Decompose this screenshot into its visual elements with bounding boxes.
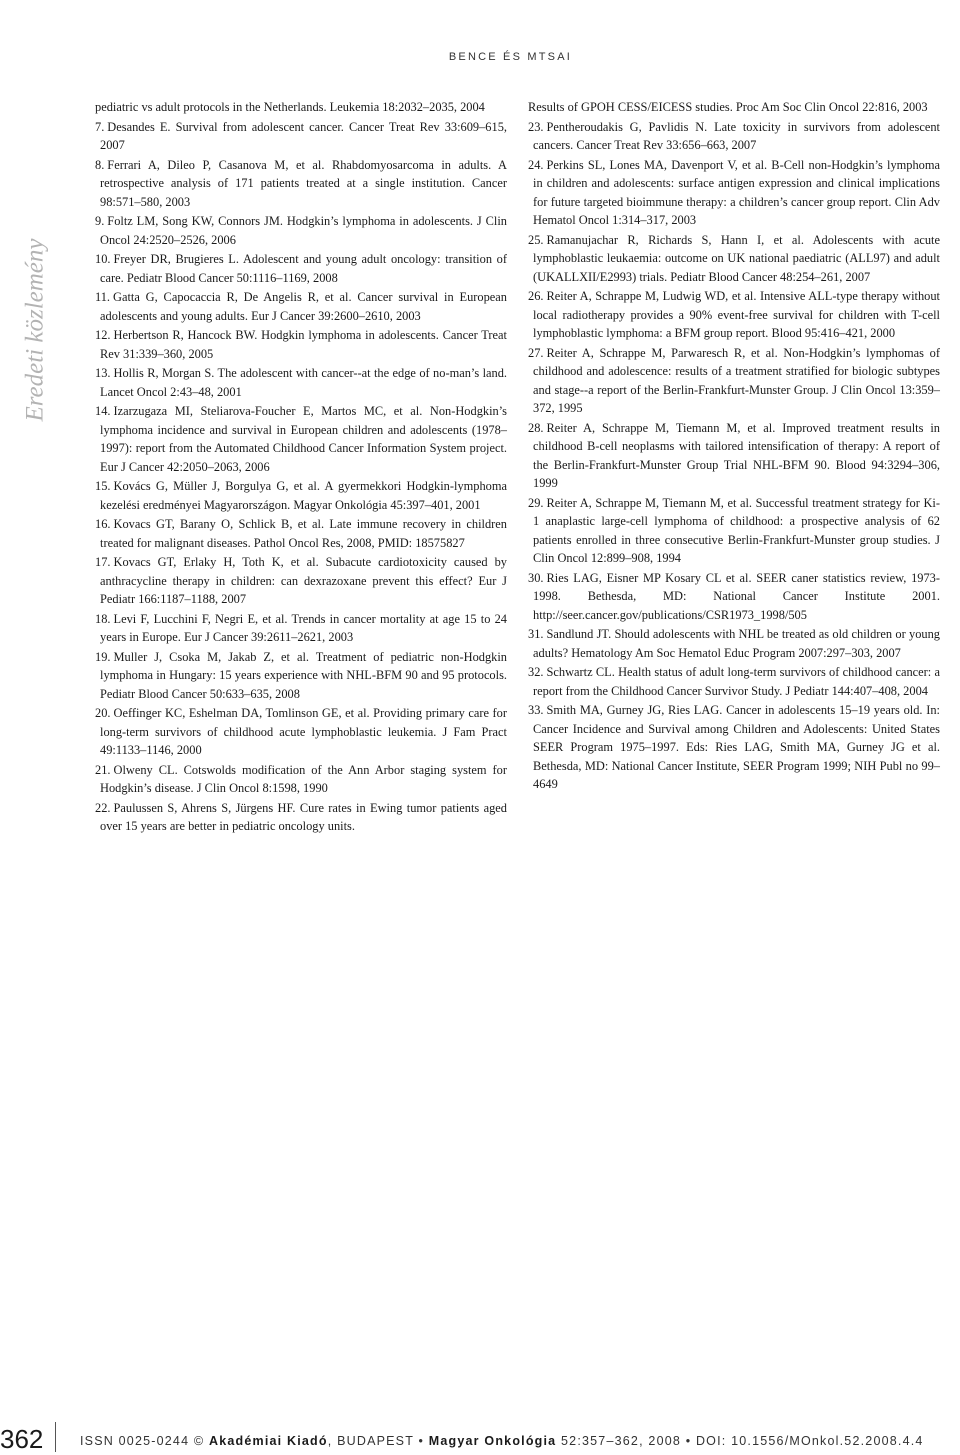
reference-text: Kovacs GT, Barany O, Schlick B, et al. Late immune recovery in children treated for malignant diseases. Pathol Oncol Res, 2008, PMID: 18575827 (100, 517, 507, 550)
reference-entry (95, 250, 507, 287)
reference-number: 14. (95, 404, 111, 418)
reference-text: Reiter A, Schrappe M, Tiemann M, et al. Successful treatment strategy for Ki-1 anaplastic large-cell lymphoma of childhood: a prospective analysis of 62 patients enrolled in three consecutive Berlin-Frankfurt-Munster group studies. J Clin Oncol 12:899–908, 1994 (533, 495, 940, 565)
reference-entry (528, 156, 940, 230)
running-header-author: BENCE ÉS MTSAI (448, 51, 572, 63)
reference-number: 7. (95, 119, 105, 134)
reference-entry (528, 625, 940, 662)
reference-number: 16. (95, 517, 111, 531)
reference-text: Ries LAG, Eisner MP Kosary CL et al. SEER caner statistics review, 1973-1998. Bethesda, MD: National Cancer Institute 2001. http://seer.cancer.gov/publications/CSR1973_1998/505 (533, 570, 940, 622)
reference-number: 13. (95, 366, 111, 380)
journal-name: Magyar Onkológia (428, 1434, 557, 1448)
reference-number: 23. (528, 119, 544, 134)
reference-entry (95, 364, 507, 401)
reference-number: 32. (528, 665, 544, 679)
reference-entry (95, 477, 507, 514)
reference-number: 8. (95, 157, 105, 172)
reference-number: 26. (528, 289, 544, 303)
reference-text: Olweny CL. Cotswolds modification of the Ann Arbor staging system for Hodgkin’s disease. J Clin Oncol 8:1598, 1990 (100, 762, 507, 795)
reference-entry (95, 553, 507, 609)
reference-entry (95, 288, 507, 325)
reference-text: Oeffinger KC, Eshelman DA, Tomlinson GE, et al. Providing primary care for long-term survivors of childhood acute lymphoblastic leukemia. J Fam Pract 49:1133–1146, 2000 (100, 706, 507, 757)
section-label-text: Eredeti közlemény (22, 238, 49, 422)
reference-text: Levi F, Lucchini F, Negri E, et al. Trends in cancer mortality at age 15 to 24 years in Europe. Eur J Cancer 39:2611–2621, 2003 (100, 611, 507, 644)
reference-text: Paulussen S, Ahrens S, Jürgens HF. Cure rates in Ewing tumor patients aged over 15 years are better in pediatric oncology units. (100, 800, 507, 833)
reference-entry (528, 344, 940, 418)
reference-number: 20. (95, 706, 111, 720)
reference-text: Sandlund JT. Should adolescents with NHL be treated as old children or young adults? Hematology Am Soc Hematol Educ Program 2007:297–303, 2007 (533, 627, 940, 660)
publisher-city: , BUDAPEST • (327, 1434, 425, 1448)
reference-number: 9. (95, 214, 105, 228)
reference-entry (528, 569, 940, 625)
reference-text: Reiter A, Schrappe M, Parwaresch R, et al. Non-Hodgkin’s lymphomas of childhood and adolescence: results of a treatment stratified for biologic subtypes and stage--a report of the Berlin-Frankfurt-Munster Group. J Clin Oncol 13:359–372, 1995 (533, 345, 940, 415)
publisher-name: Akadémiai Kiadó (209, 1434, 328, 1448)
reference-entry (95, 648, 507, 704)
citation-details: 52:357–362, 2008 • DOI: 10.1556/MOnkol.52.2008.4.4 (561, 1434, 924, 1448)
reference-text: Ferrari A, Dileo P, Casanova M, et al. Rhabdomyosarcoma in adults. A retrospective analysis of 171 patients treated at a single institution. Cancer 98:571–580, 2003 (100, 157, 507, 209)
reference-text: Muller J, Csoka M, Jakab Z, et al. Treatment of pediatric non-Hodgkin lymphoma in Hungary: 15 years experience with NHL-BFM 90 and 95 protocols. Pediatr Blood Cancer 50:633–635, 2008 (100, 649, 507, 701)
reference-number: 27. (528, 345, 544, 360)
reference-entry (528, 231, 940, 287)
reference-number: 30. (528, 570, 544, 585)
reference-text: Izarzugaza MI, Steliarova-Foucher E, Martos MC, et al. Non-Hodgkin’s lymphoma incidence and survival in European children and adolescents (1978–1997): report from the Automated Childhood Cancer Information System project. Eur J Cancer 42:2050–2063, 2006 (100, 404, 507, 474)
reference-number: 10. (95, 252, 111, 266)
reference-entry (528, 98, 940, 117)
reference-number: 12. (95, 328, 111, 342)
reference-number: 15. (95, 479, 111, 493)
reference-number: 29. (528, 495, 544, 510)
reference-number: 21. (95, 762, 111, 777)
reference-entry (528, 118, 940, 155)
reference-text: Pentheroudakis G, Pavlidis N. Late toxicity in survivors from adolescent cancers. Cancer Treat Rev 33:656–663, 2007 (533, 119, 940, 152)
reference-text: Herbertson R, Hancock BW. Hodgkin lymphoma in adolescents. Cancer Treat Rev 31:339–360, 2005 (100, 328, 507, 361)
reference-entry (528, 287, 940, 343)
issn-text: ISSN 0025-0244 © (80, 1434, 205, 1448)
reference-entry (95, 402, 507, 476)
reference-entry (528, 494, 940, 568)
reference-entry (95, 212, 507, 249)
reference-entry (95, 704, 507, 760)
reference-entry (528, 663, 940, 700)
journal-citation-line (80, 1434, 924, 1448)
reference-number: 11. (95, 290, 111, 304)
reference-text: Kovacs GT, Erlaky H, Toth K, et al. Subacute cardiotoxicity caused by anthracycline therapy in children: can dexrazoxane prevent this effect? Eur J Pediatr 166:1187–1188, 2007 (100, 555, 507, 606)
reference-text: Schwartz CL. Health status of adult long-term survivors of childhood cancer: a report from the Childhood Cancer Survivor Study. J Pediatr 144:407–408, 2004 (533, 665, 940, 698)
reference-number: 33. (528, 703, 544, 717)
reference-number: 28. (528, 420, 544, 435)
reference-text: pediatric vs adult protocols in the Netherlands. Leukemia 18:2032–2035, 2004 (95, 100, 485, 114)
reference-number: 24. (528, 157, 544, 172)
reference-number: 25. (528, 232, 544, 247)
reference-text: Gatta G, Capocaccia R, De Angelis R, et al. Cancer survival in European adolescents and young adults. Eur J Cancer 39:2600–2610, 2003 (100, 290, 507, 323)
reference-text: Ramanujachar R, Richards S, Hann I, et al. Adolescents with acute lymphoblastic leukaemia: outcome on UK national paediatric (ALL97) and adult (UKALLXII/E2993) trials. Pediatr Blood Cancer 48:254–261, 2007 (533, 232, 940, 284)
footer-divider (55, 1422, 56, 1452)
reference-entry (95, 118, 507, 155)
reference-entry (95, 98, 507, 117)
reference-entry (95, 799, 507, 836)
reference-entry (528, 701, 940, 794)
reference-entry (95, 326, 507, 363)
reference-entry (95, 156, 507, 212)
page-footer (0, 1422, 960, 1452)
reference-entry (95, 761, 507, 798)
reference-number: 22. (95, 800, 111, 815)
page-number: 362 (0, 1424, 44, 1454)
reference-text: Freyer DR, Brugieres L. Adolescent and young adult oncology: transition of care. Pediatr Blood Cancer 50:1116–1169, 2008 (100, 252, 507, 285)
reference-text: Smith MA, Gurney JG, Ries LAG. Cancer in adolescents 15–19 years old. In: Cancer Incidence and Survival among Children and Adolescents: United States SEER Program 1975–1997. Eds: Ries LAG, Smith MA, Gurney JG et al. Bethesda, MD: National Cancer Institute, SEER Program 1999; NIH Publ no 99–4649 (533, 703, 940, 791)
reference-number: 18. (95, 611, 111, 626)
reference-text: Reiter A, Schrappe M, Ludwig WD, et al. Intensive ALL-type therapy without local radiotherapy provides a 90% event-free survival for children with T-cell lymphoblastic lymphoma: a BFM group report. Blood 95:416–421, 2000 (533, 289, 940, 340)
reference-text: Foltz LM, Song KW, Connors JM. Hodgkin’s lymphoma in adolescents. J Clin Oncol 24:2520–2526, 2006 (100, 214, 507, 247)
references-right-column (528, 98, 940, 795)
reference-text: Results of GPOH CESS/EICESS studies. Proc Am Soc Clin Oncol 22:816, 2003 (528, 100, 928, 114)
reference-text: Reiter A, Schrappe M, Tiemann M, et al. Improved treatment results in childhood B-cell neoplasms with tailored intensification of therapy: A report of the Berlin-Frankfurt-Munster Group Trial NHL-BFM 90. Blood 94:3294–306, 1999 (533, 420, 940, 490)
reference-text: Kovács G, Müller J, Borgulya G, et al. A gyermekkori Hodgkin-lymphoma kezelési eredményei Magyarországon. Magyar Onkológia 45:397–401, 2001 (100, 479, 507, 512)
reference-text: Hollis R, Morgan S. The adolescent with cancer--at the edge of no-man’s land. Lancet Oncol 2:43–48, 2001 (100, 366, 507, 399)
section-label-vertical (6, 200, 66, 460)
reference-entry (528, 419, 940, 493)
reference-number: 31. (528, 627, 544, 641)
reference-text: Perkins SL, Lones MA, Davenport V, et al. B-Cell non-Hodgkin’s lymphoma in children and adolescents: surface antigen expression and clinical implications for future targeted bioimmune therapy: a children’s cancer group report. Clin Adv Hematol Oncol 1:314–317, 2003 (533, 157, 940, 227)
references-left-column (95, 98, 507, 837)
reference-text: Desandes E. Survival from adolescent cancer. Cancer Treat Rev 33:609–615, 2007 (100, 119, 507, 152)
reference-number: 17. (95, 555, 111, 569)
reference-entry (95, 610, 507, 647)
reference-number: 19. (95, 649, 111, 664)
reference-entry (95, 515, 507, 552)
